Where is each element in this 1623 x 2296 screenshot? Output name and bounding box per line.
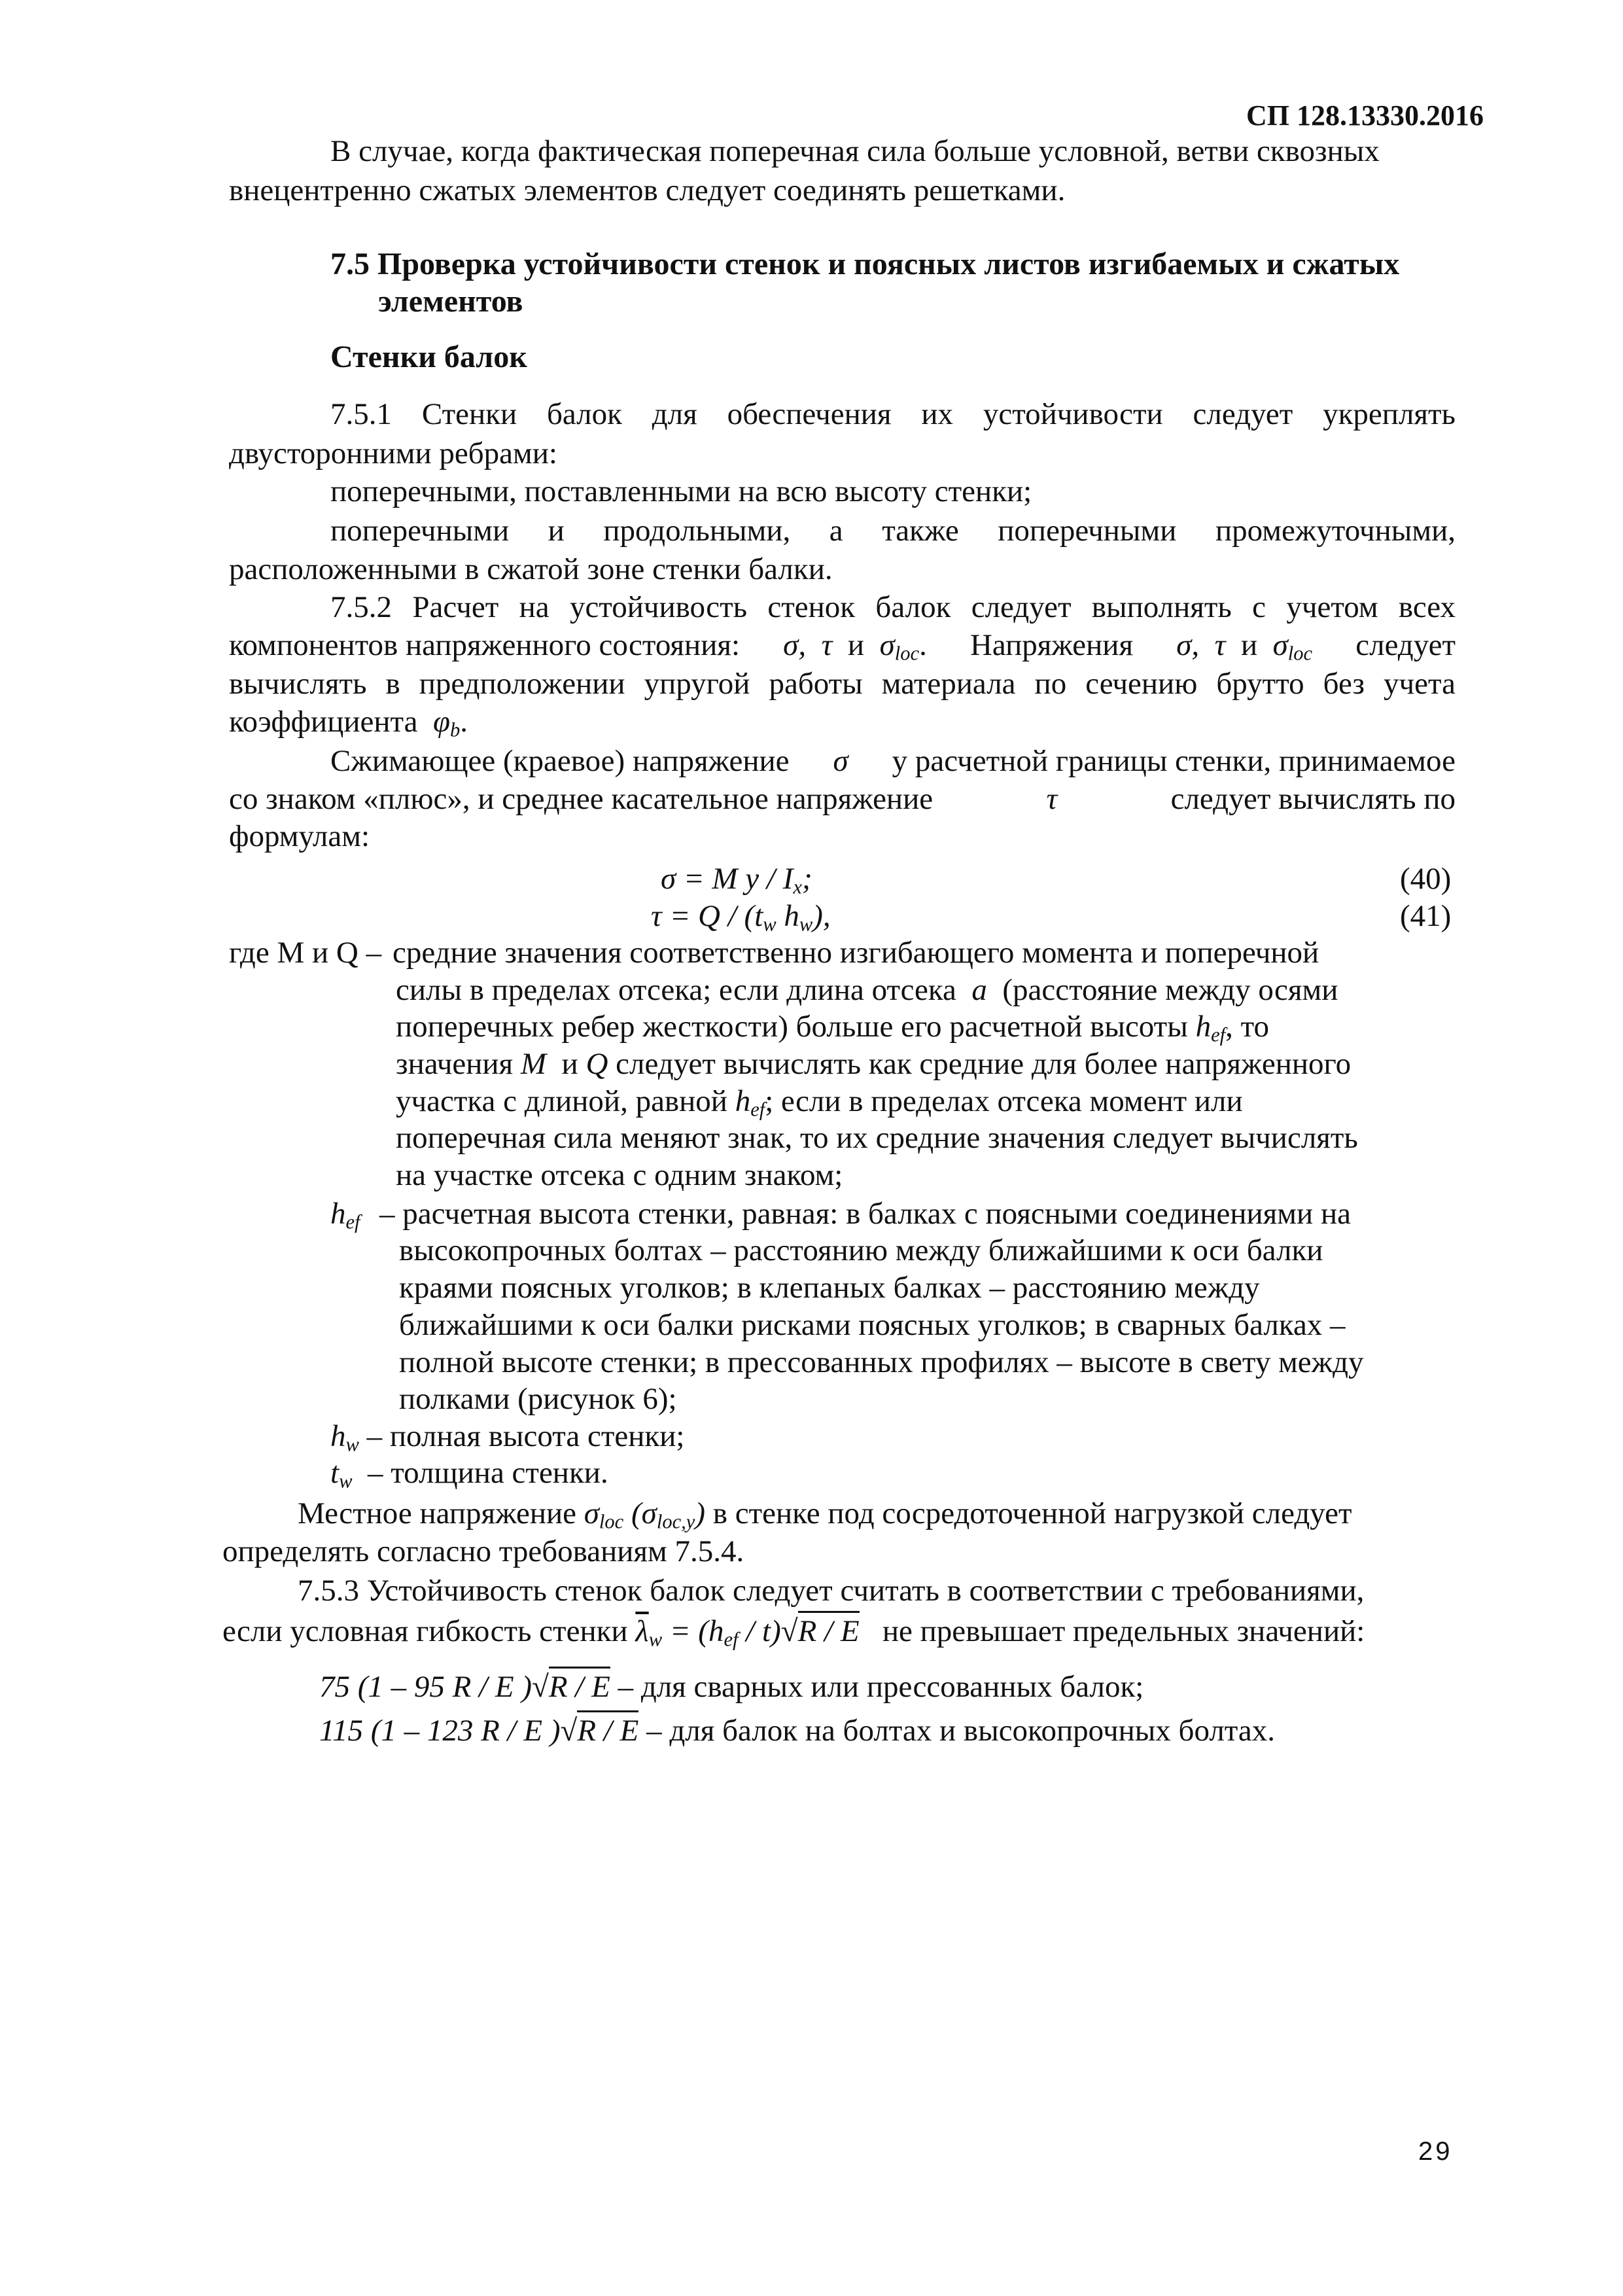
- p752-line-2-symbols-b: σ, τ и $\sigma_{loc}$: [1176, 628, 1313, 665]
- p753-line-2: если условная гибкость стенки $\overline{\lambda}_w = (h_{ef} / t)√R / E$ не превышает предельных значений:: [222, 1616, 1365, 1650]
- def-tw: $t_w$ – толщина стенки.: [330, 1456, 608, 1492]
- def-hef-line-3: краями поясных уголков; в клепаных балках – расстоянию между: [399, 1271, 1260, 1305]
- p753-limit-1: 75 (1 – 95 R / E )√R / E – для сварных или прессованных балок;: [319, 1672, 1143, 1703]
- p752-line-2-text-c: следует: [1355, 628, 1456, 662]
- p752-line-2-text: компонентов напряженного состояния:: [229, 628, 741, 662]
- p752-para2-line-2: со знаком «плюс», и среднее касательное напряжение τ следует вычислять по: [229, 782, 1456, 816]
- def-hef-symbol: $h_{ef}$: [330, 1197, 360, 1233]
- def-hef-line-1: – расчетная высота стенки, равная: в балках с поясными соединениями на: [379, 1197, 1351, 1231]
- def-MQ-line-1: средние значения соответственно изгибающего момента и поперечной: [393, 936, 1319, 970]
- p751-line-5: расположенными в сжатой зоне стенки балки.: [229, 552, 833, 586]
- intro-line-1: В случае, когда фактическая поперечная сила больше условной, ветви сквозных: [330, 134, 1380, 168]
- document-code: СП 128.13330.2016: [1246, 99, 1484, 132]
- p753-limit-2: 115 (1 – 123 R / E )√R / E – для балок на болтах и высокопрочных болтах.: [319, 1716, 1275, 1746]
- intro-line-2: внецентренно сжатых элементов следует соединять решетками.: [229, 173, 1066, 207]
- p753-line-1: 7.5.3 Устойчивость стенок балок следует считать в соответствии с требованиями,: [298, 1574, 1365, 1608]
- where-lead: где M и Q –: [229, 936, 382, 970]
- formula-41: $\tau = Q / (t_w$ $h_w$),: [651, 899, 831, 936]
- p751-line-4: поперечными и продольными, а также поперечными промежуточными,: [330, 514, 1456, 548]
- def-MQ-line-4: значения M и Q следует вычислять как средние для более напряженного: [396, 1047, 1352, 1081]
- p752-line-1: 7.5.2 Расчет на устойчивость стенок балок следует выполнять с учетом всех: [330, 590, 1456, 624]
- page-number: 29: [1418, 2137, 1453, 2166]
- def-MQ-line-6: поперечная сила меняют знак, то их средние значения следует вычислять: [396, 1121, 1358, 1155]
- formula-40-number: (40): [1400, 862, 1452, 896]
- p752-para2-line-1: Сжимающее (краевое) напряжение σ у расчетной границы стенки, принимаемое: [330, 744, 1456, 778]
- def-hef-line-2: высокопрочных болтах – расстоянию между ближайшими к оси балки: [399, 1233, 1323, 1267]
- p-local-line-2: определять согласно требованиям 7.5.4.: [222, 1534, 744, 1568]
- section-title-line-1: 7.5 Проверка устойчивости стенок и поясных листов изгибаемых и сжатых: [330, 247, 1400, 281]
- p751-line-2: двусторонними ребрами:: [229, 436, 557, 470]
- def-MQ-line-5: участка с длиной, равной $h_{ef}$; если в пределах отсека момент или: [396, 1084, 1243, 1121]
- section-subtitle: Стенки балок: [330, 340, 527, 374]
- p752-line-2: [229, 630, 1456, 663]
- def-hef-line-4: ближайшими к оси балки рисками поясных уголков; в сварных балках –: [399, 1308, 1346, 1342]
- p752-line-3: вычислять в предположении упругой работы материала по сечению брутто без учета: [229, 667, 1456, 701]
- section-title-line-2: элементов: [378, 284, 523, 319]
- p752-line-2-symbols: σ, τ и $\sigma_{loc}$.: [783, 628, 927, 665]
- formula-41-number: (41): [1400, 899, 1452, 933]
- def-MQ-line-7: на участке отсека с одним знаком;: [396, 1158, 843, 1192]
- p-local-line-1: Местное напряжение $\sigma_{loc}$ $(\sigma_{loc,y})$ в стенке под сосредоточенной нагрузкой следует: [298, 1496, 1352, 1533]
- def-hef-line-5: полной высоте стенки; в прессованных профилях – высоте в свету между: [399, 1345, 1364, 1379]
- formula-40: σ = M y / $I_x$;: [661, 862, 812, 898]
- p752-line-4: коэффициента $\varphi_b$.: [229, 705, 468, 741]
- def-hef-line-6: полками (рисунок 6);: [399, 1382, 677, 1416]
- p752-line-2-text-b: Напряжения: [969, 628, 1134, 662]
- def-hw: $h_w$ – полная высота стенки;: [330, 1419, 685, 1456]
- def-MQ-line-3: поперечных ребер жесткости) больше его расчетной высоты $h_{ef}$, то: [396, 1010, 1270, 1046]
- p751-line-1: 7.5.1 Стенки балок для обеспечения их устойчивости следует укреплять: [330, 397, 1456, 431]
- p752-para2-line-3: формулам:: [229, 819, 370, 853]
- def-MQ-line-2: силы в пределах отсека; если длина отсека a (расстояние между осями: [396, 973, 1338, 1007]
- p751-line-3: поперечными, поставленными на всю высоту стенки;: [330, 474, 1032, 508]
